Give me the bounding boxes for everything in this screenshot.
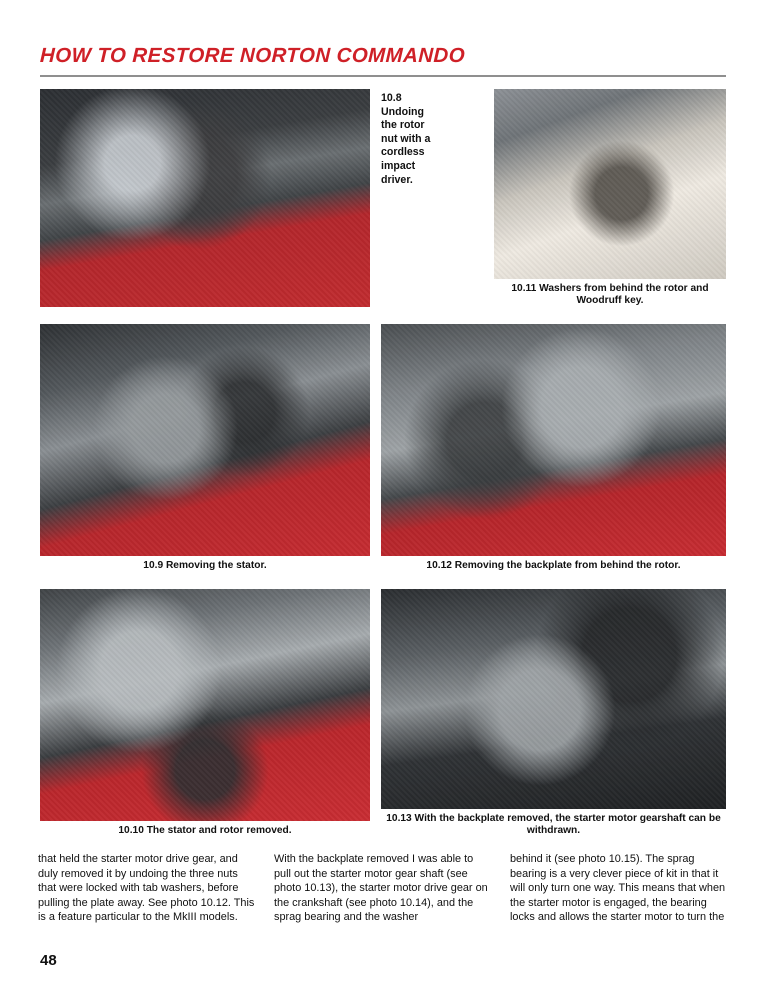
figure-10-8-caption: 10.8 Undoing the rotor nut with a cordless impact driver. <box>381 92 431 186</box>
figure-10-11 <box>494 89 726 308</box>
body-column-1 <box>38 852 256 925</box>
body-text <box>38 852 728 925</box>
body-paragraph-1: that held the starter motor drive gear, and duly removed it by undoing the three nuts that were locked with tab washers, before pulling the plate away. See photo 10.12. This is a feature particular to the MkIII models. <box>38 853 255 924</box>
figure-10-10 <box>40 589 370 837</box>
header-divider <box>40 75 726 77</box>
photo-10-8 <box>40 89 370 307</box>
figure-10-8 <box>40 89 370 307</box>
figure-10-12 <box>381 324 726 572</box>
figure-10-11-caption: 10.11 Washers from behind the rotor and Woodruff key. <box>511 283 709 307</box>
photo-10-13 <box>381 589 726 809</box>
photo-10-10 <box>40 589 370 821</box>
page-header <box>40 44 726 77</box>
photo-10-12 <box>381 324 726 556</box>
page-number: 48 <box>40 952 57 969</box>
photo-10-11 <box>494 89 726 279</box>
body-paragraph-3: behind it (see photo 10.15). The sprag bearing is a very clever piece of kit in that it will only turn one way. This means that when the starter motor is engaged, the bearing locks and allows the starter motor to turn the <box>510 853 726 924</box>
figure-10-9 <box>40 324 370 572</box>
figure-10-9-caption: 10.9 Removing the stator. <box>143 560 267 571</box>
page-title: HOW TO RESTORE NORTON COMMANDO <box>39 44 466 67</box>
figure-10-13 <box>381 589 726 838</box>
photo-10-9 <box>40 324 370 556</box>
figure-10-10-caption: 10.10 The stator and rotor removed. <box>118 825 292 836</box>
figure-10-12-caption: 10.12 Removing the backplate from behind the rotor. <box>426 560 681 571</box>
figure-10-13-caption: 10.13 With the backplate removed, the starter motor gearshaft can be withdrawn. <box>386 813 721 837</box>
body-paragraph-2: With the backplate removed I was able to pull out the starter motor gear shaft (see photo 10.13), the starter motor drive gear on the crankshaft (see photo 10.14), and the sprag bearing and the washer <box>274 853 488 924</box>
body-column-2 <box>274 852 492 925</box>
body-column-3 <box>510 852 728 925</box>
